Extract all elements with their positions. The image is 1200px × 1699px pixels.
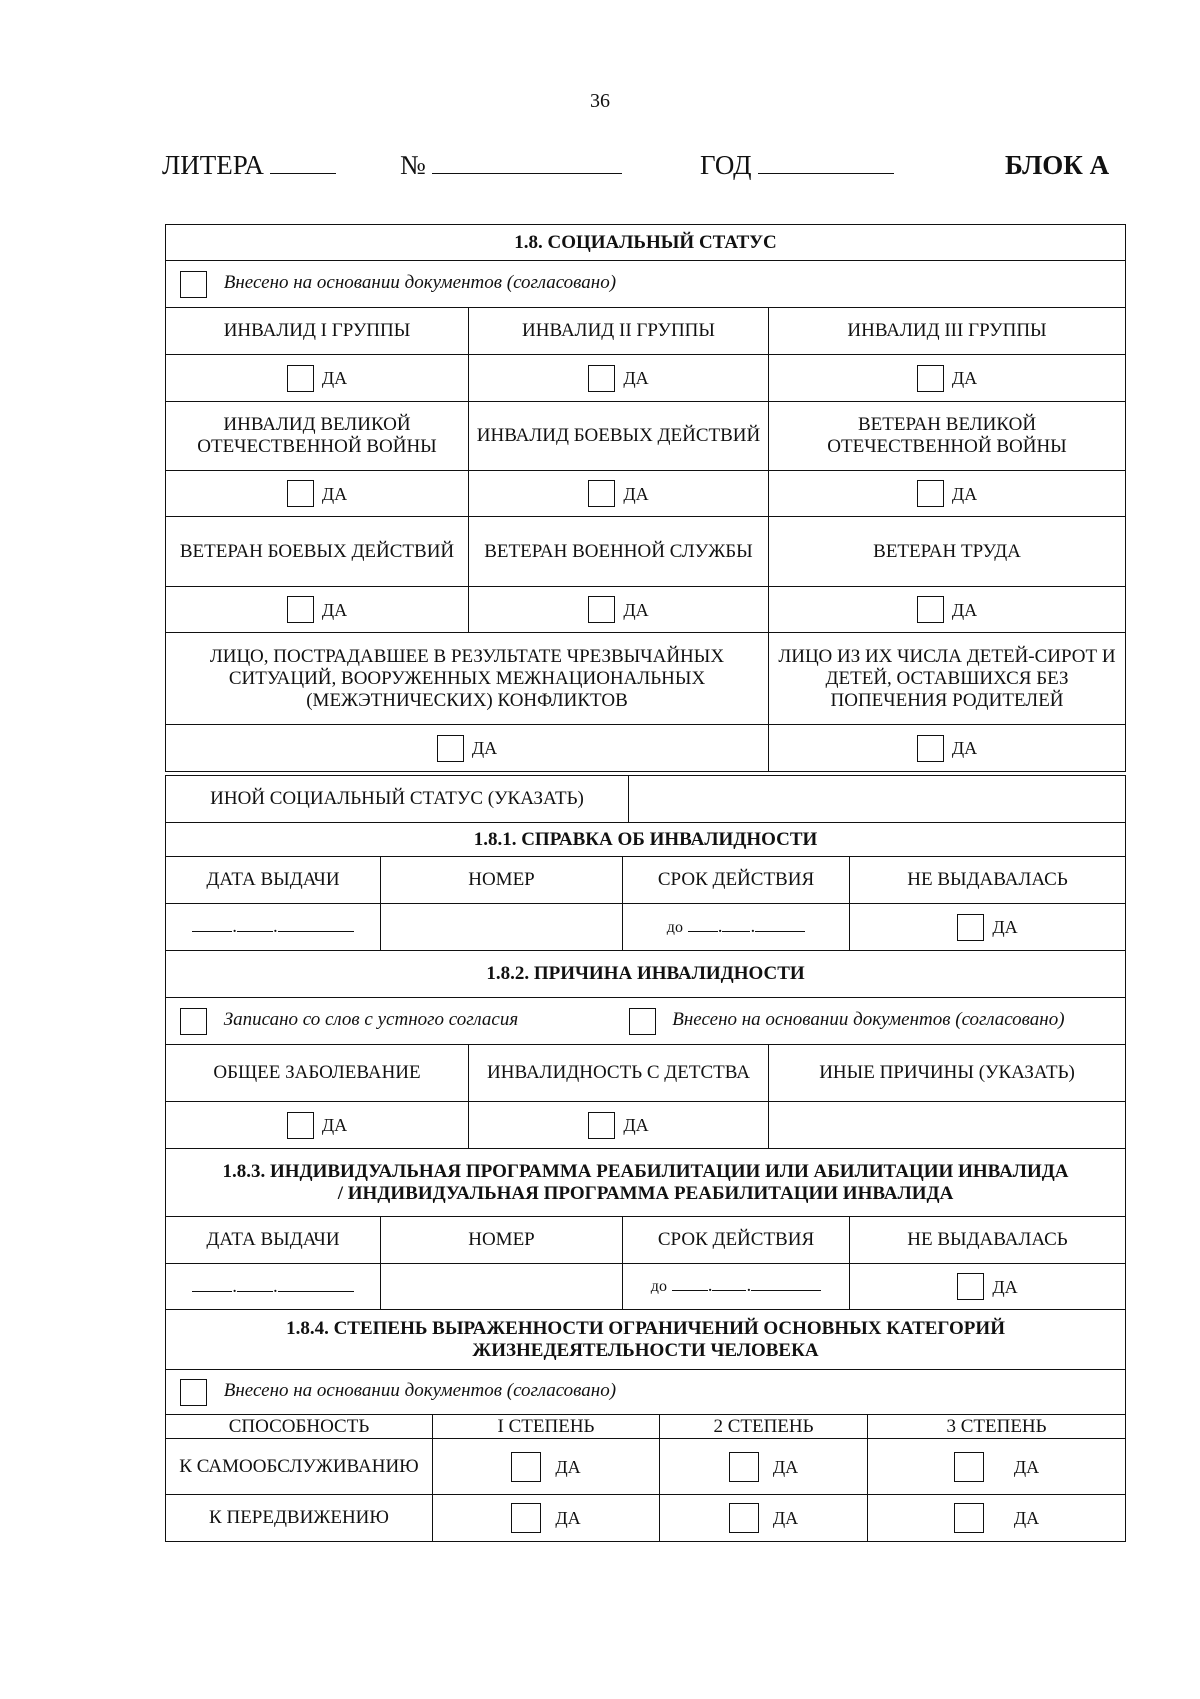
checkbox-labor-veteran[interactable] <box>917 596 944 623</box>
checkbox-not-issued[interactable] <box>957 914 984 941</box>
checkbox-wwii-veteran[interactable] <box>917 480 944 507</box>
col-not-issued: НЕ ВЫДАВАЛАСЬ <box>850 1217 1126 1264</box>
cat-wwii-veteran: ВЕТЕРАН ВЕЛИКОЙ ОТЕЧЕСТВЕННОЙ ВОЙНЫ <box>769 402 1126 471</box>
yes-label: ДА <box>623 599 649 620</box>
other-status-label: ИНОЙ СОЦИАЛЬНЫЙ СТАТУС (УКАЗАТЬ) <box>166 776 629 823</box>
section-title-1-8-3-line2: / ИНДИВИДУАЛЬНАЯ ПРОГРАММА РЕАБИЛИТАЦИИ ИНВАЛИДА <box>337 1182 954 1204</box>
ability-self-care: К САМООБСЛУЖИВАНИЮ <box>166 1439 433 1495</box>
checkbox-combat-veteran[interactable] <box>287 596 314 623</box>
yes-label: ДА <box>555 1508 581 1528</box>
yes-label: ДА <box>772 1456 799 1477</box>
validity-input[interactable]: до . . <box>623 1264 850 1310</box>
number-input[interactable] <box>381 1264 623 1310</box>
checkbox-wwii-disabled[interactable] <box>287 480 314 507</box>
cat-disabled-2: ИНВАЛИД II ГРУППЫ <box>469 308 769 355</box>
cat-combat-veteran: ВЕТЕРАН БОЕВЫХ ДЕЙСТВИЙ <box>166 517 469 587</box>
checkbox-disabled-2[interactable] <box>588 365 615 392</box>
checkbox-combat-disabled[interactable] <box>588 480 615 507</box>
year-blank[interactable] <box>758 151 894 174</box>
checkbox-orphan[interactable] <box>917 735 944 762</box>
disability-cause-table <box>165 950 1126 1149</box>
cat-military-veteran: ВЕТЕРАН ВОЕННОЙ СЛУЖБЫ <box>469 517 769 587</box>
number-label: № <box>400 150 426 180</box>
cause-other-input[interactable] <box>769 1102 1126 1149</box>
disability-certificate-table <box>165 822 1126 951</box>
litera-blank[interactable] <box>270 151 336 174</box>
other-status-table <box>165 775 1126 823</box>
col-degree-3: 3 СТЕПЕНЬ <box>868 1415 1126 1439</box>
litera-field <box>162 150 336 181</box>
col-validity: СРОК ДЕЙСТВИЯ <box>623 1217 850 1264</box>
documents-checkbox[interactable] <box>629 1008 656 1035</box>
yes-label: ДА <box>321 599 348 620</box>
section-title-1-8-2: 1.8.2. ПРИЧИНА ИНВАЛИДНОСТИ <box>166 951 1126 998</box>
checkbox-self-care-deg1[interactable] <box>511 1452 541 1482</box>
section-title-1-8-4-line2: ЖИЗНЕДЕЯТЕЛЬНОСТИ ЧЕЛОВЕКА <box>472 1339 819 1361</box>
yes-label: ДА <box>772 1508 799 1528</box>
rehab-program-table <box>165 1148 1126 1310</box>
number-blank[interactable] <box>432 151 622 174</box>
cat-disabled-3: ИНВАЛИД III ГРУППЫ <box>769 308 1126 355</box>
documents-note: Внесено на основании документов (согласовано) <box>223 272 617 294</box>
checkbox-cause-childhood[interactable] <box>588 1112 615 1139</box>
documents-note: Внесено на основании документов (согласовано) <box>223 1380 617 1402</box>
col-not-issued: НЕ ВЫДАВАЛАСЬ <box>850 857 1126 904</box>
source-note-row <box>166 998 1126 1045</box>
documents-note-row <box>166 261 1126 308</box>
cause-general: ОБЩЕЕ ЗАБОЛЕВАНИЕ <box>166 1045 469 1102</box>
cat-combat-disabled: ИНВАЛИД БОЕВЫХ ДЕЙСТВИЙ <box>469 402 769 471</box>
checkbox-not-issued[interactable] <box>957 1273 984 1300</box>
year-field <box>700 150 894 181</box>
section-title-1-8-4 <box>166 1310 1126 1370</box>
checkbox-self-care-deg3[interactable] <box>954 1452 984 1482</box>
yes-label: ДА <box>951 483 978 504</box>
yes-label: ДА <box>951 738 978 758</box>
litera-label: ЛИТЕРА <box>162 150 264 180</box>
yes-label: ДА <box>951 599 978 620</box>
cat-disabled-1: ИНВАЛИД I ГРУППЫ <box>166 308 469 355</box>
col-issue-date: ДАТА ВЫДАЧИ <box>166 857 381 904</box>
yes-label: ДА <box>1013 1456 1040 1477</box>
cat-wwii-disabled: ИНВАЛИД ВЕЛИКОЙ ОТЕЧЕСТВЕННОЙ ВОЙНЫ <box>166 402 469 471</box>
page-number: 36 <box>590 90 610 112</box>
col-degree-1: I СТЕПЕНЬ <box>433 1415 660 1439</box>
documents-note-row <box>166 1370 1126 1415</box>
documents-checkbox[interactable] <box>180 271 207 298</box>
section-title-1-8-1: 1.8.1. СПРАВКА ОБ ИНВАЛИДНОСТИ <box>166 823 1126 857</box>
number-field <box>400 150 622 181</box>
yes-label: ДА <box>321 368 348 388</box>
yes-label: ДА <box>471 738 498 758</box>
yes-label: ДА <box>951 368 978 388</box>
yes-label: ДА <box>1013 1508 1040 1528</box>
col-ability: СПОСОБНОСТЬ <box>166 1415 433 1439</box>
validity-input[interactable]: до . . <box>623 904 850 951</box>
oral-consent-checkbox[interactable] <box>180 1008 207 1035</box>
checkbox-disabled-3[interactable] <box>917 365 944 392</box>
yes-label: ДА <box>321 483 348 504</box>
until-label: до <box>666 918 683 936</box>
block-label: БЛОК А <box>1005 150 1110 180</box>
limitations-table <box>165 1309 1126 1542</box>
documents-checkbox[interactable] <box>180 1379 207 1406</box>
yes-label: ДА <box>321 1115 348 1135</box>
section-title-1-8-3 <box>166 1149 1126 1217</box>
yes-label: ДА <box>992 1276 1018 1297</box>
checkbox-self-care-deg2[interactable] <box>729 1452 759 1482</box>
until-label: до <box>650 1278 667 1295</box>
oral-consent-note: Записано со слов с устного согласия <box>223 1009 519 1031</box>
issue-date-input[interactable]: . . <box>166 1264 381 1310</box>
col-number: НОМЕР <box>381 1217 623 1264</box>
checkbox-cause-general[interactable] <box>287 1112 314 1139</box>
cat-orphan: ЛИЦО ИЗ ИХ ЧИСЛА ДЕТЕЙ-СИРОТ И ДЕТЕЙ, ОСТАВШИХСЯ БЕЗ ПОПЕЧЕНИЯ РОДИТЕЛЕЙ <box>769 633 1126 725</box>
ability-movement: К ПЕРЕДВИЖЕНИЮ <box>166 1495 433 1542</box>
checkbox-movement-deg3[interactable] <box>954 1503 984 1533</box>
checkbox-military-veteran[interactable] <box>588 596 615 623</box>
social-status-table <box>165 224 1126 772</box>
col-issue-date: ДАТА ВЫДАЧИ <box>166 1217 381 1264</box>
cat-emergency-victim: ЛИЦО, ПОСТРАДАВШЕЕ В РЕЗУЛЬТАТЕ ЧРЕЗВЫЧАЙНЫХ СИТУАЦИЙ, ВООРУЖЕННЫХ МЕЖНАЦИОНАЛЬНЫХ (МЕЖЭТНИЧЕСКИХ) КОНФЛИКТОВ <box>166 633 769 725</box>
checkbox-movement-deg2[interactable] <box>729 1503 759 1533</box>
section-title-1-8-3-line1: 1.8.3. ИНДИВИДУАЛЬНАЯ ПРОГРАММА РЕАБИЛИТАЦИИ ИЛИ АБИЛИТАЦИИ ИНВАЛИДА <box>222 1160 1069 1182</box>
number-input[interactable] <box>381 904 623 951</box>
yes-label: ДА <box>992 917 1018 937</box>
col-degree-2: 2 СТЕПЕНЬ <box>660 1415 868 1439</box>
yes-label: ДА <box>555 1456 581 1477</box>
col-validity: СРОК ДЕЙСТВИЯ <box>623 857 850 904</box>
yes-label: ДА <box>623 368 649 388</box>
col-number: НОМЕР <box>381 857 623 904</box>
cat-labor-veteran: ВЕТЕРАН ТРУДА <box>769 517 1126 587</box>
section-title-1-8-4-line1: 1.8.4. СТЕПЕНЬ ВЫРАЖЕННОСТИ ОГРАНИЧЕНИЙ ОСНОВНЫХ КАТЕГОРИЙ <box>286 1317 1005 1339</box>
cause-other: ИНЫЕ ПРИЧИНЫ (УКАЗАТЬ) <box>769 1045 1126 1102</box>
checkbox-emergency-victim[interactable] <box>437 735 464 762</box>
yes-label: ДА <box>623 1115 649 1135</box>
section-title-1-8: 1.8. СОЦИАЛЬНЫЙ СТАТУС <box>166 225 1126 261</box>
year-label: ГОД <box>700 150 752 180</box>
other-status-input[interactable] <box>629 776 1126 823</box>
checkbox-movement-deg1[interactable] <box>511 1503 541 1533</box>
documents-note: Внесено на основании документов (согласовано) <box>672 1009 1065 1031</box>
yes-label: ДА <box>623 483 649 504</box>
cause-childhood: ИНВАЛИДНОСТЬ С ДЕТСТВА <box>469 1045 769 1102</box>
checkbox-disabled-1[interactable] <box>287 365 314 392</box>
issue-date-input[interactable]: . . <box>166 904 381 951</box>
